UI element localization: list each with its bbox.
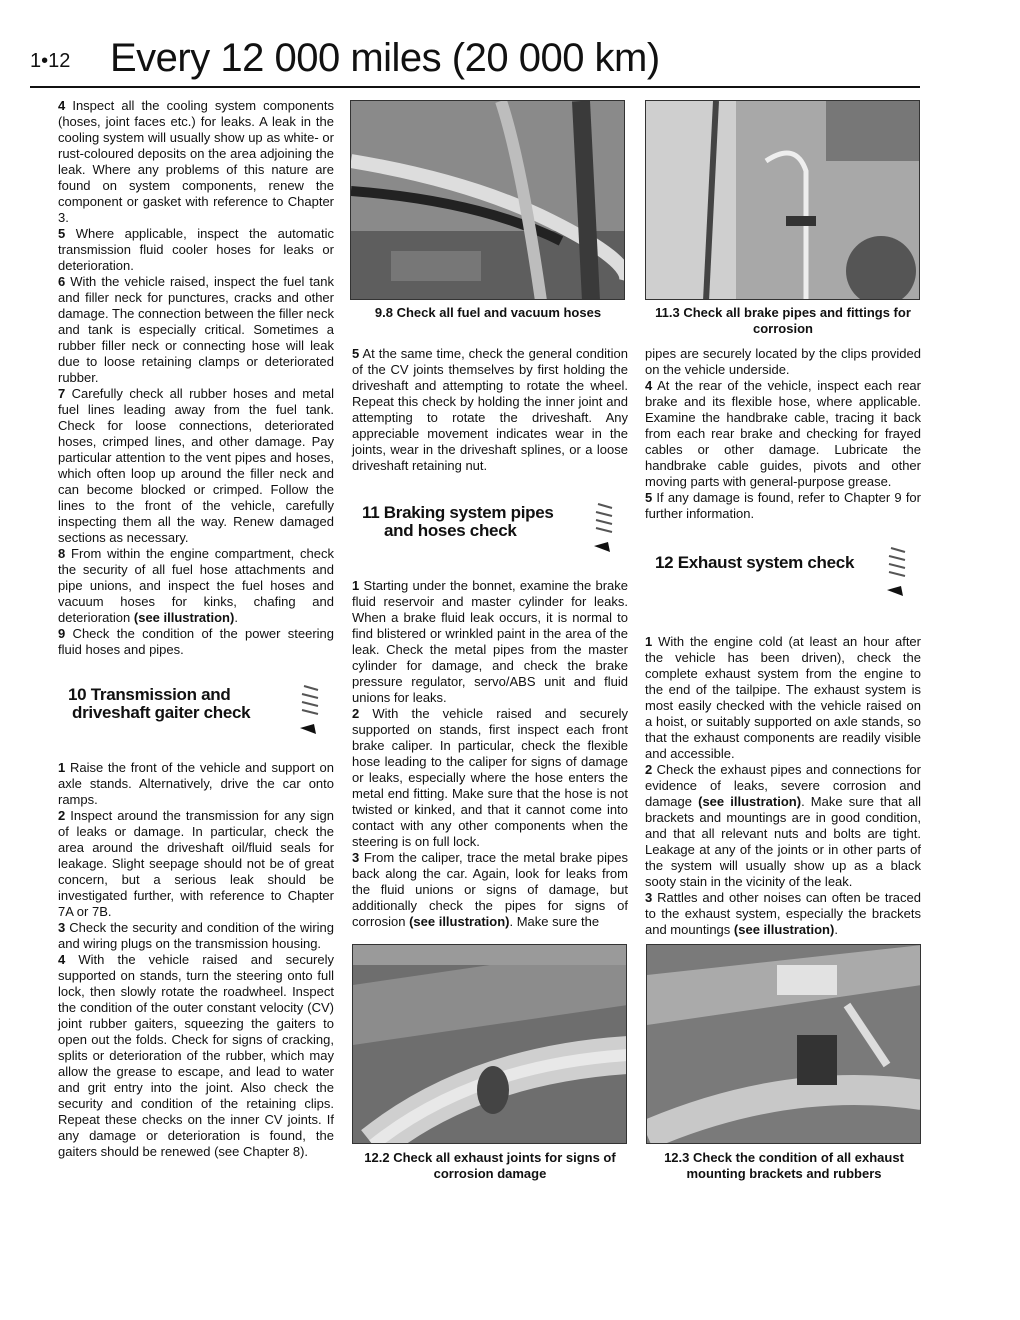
paragraph: 3 From the caliper, trace the metal brake pipes back along the car. Again, look for leaks from the fluid unions or signs of damage, but additionally check the pipes for signs of corrosion (see illustration). Make sure the: [352, 850, 628, 929]
photo-exhaust-joints: [352, 944, 627, 1144]
paragraph: 1 With the engine cold (at least an hour after the vehicle has been driven), check the complete exhaust system from the engine to the end of the tailpipe. The exhaust system is most easily checked with the vehicle raised on a hoist, or suitably supported on axle stands, so that the exhaust components are readily visible and accessible.: [645, 634, 921, 761]
caption-12-3: 12.3 Check the condition of all exhaust mounting brackets and rubbers: [664, 1150, 904, 1181]
difficulty-spanner-icon: [883, 542, 913, 600]
photo-illustration: [647, 945, 921, 1144]
paragraph: 7 Carefully check all rubber hoses and metal fuel lines leading away from the fuel tank. Check for loose connections, deteriorated hoses, crimped lines, and other damage. Pay particular attention to the vent pipes and hoses, which often loop up around the filler neck and can become blocked or crimped. Follow the lines to the front of the vehicle, carefully inspecting them all the way. Renew damaged sections as necessary.: [58, 386, 334, 545]
photo-illustration: [646, 101, 920, 300]
difficulty-spanner-icon: [590, 498, 620, 556]
caption-11-3: 11.3 Check all brake pipes and fittings for corrosion: [655, 305, 911, 336]
paragraph: 2 Inspect around the transmission for any sign of leaks or damage. In particular, check the area around the driveshaft oil/fluid seals for leakage. Slight seepage should not be of great concern, but a serious leak should be investigated further, with reference to Chapter 7A or 7B.: [58, 808, 334, 919]
photo-brake-pipes: [645, 100, 920, 300]
photo-exhaust-mountings: [646, 944, 921, 1144]
section-title: 11 Braking system pipes and hoses check: [362, 503, 554, 540]
paragraph: 5 If any damage is found, refer to Chapter 9 for further information.: [645, 490, 921, 521]
caption-9-8: 9.8 Check all fuel and vacuum hoses: [374, 305, 602, 320]
paragraph: 5 At the same time, check the general condition of the CV joints themselves by first holding the driveshaft and attempting to rotate the wheel. Repeat this check by holding the inner joint and attempting to rotate the driveshaft. Any appreciable movement indicates wear in the joints, wear in the driveshaft splines, or a loose driveshaft retaining nut.: [352, 346, 628, 473]
paragraph: 5 Where applicable, inspect the automatic transmission fluid cooler hoses for leaks or deterioration.: [58, 226, 334, 273]
section-heading-10: [58, 680, 334, 742]
paragraph: 9 Check the condition of the power steering fluid hoses and pipes.: [58, 626, 334, 657]
paragraph: 1 Starting under the bonnet, examine the brake fluid reservoir and master cylinder for leaks. When a brake fluid leak occurs, it is normal to find blistered or wrinkled paint in the area of the leak. Check the metal pipes from the master cylinder for damage, and check the brake pressure regulator, servo/ABS unit and fluid unions for leaks.: [352, 578, 628, 705]
paragraph: 2 With the vehicle raised and securely supported on stands, first inspect each front brake caliper. In particular, check the flexible hose leading to the caliper for signs of damage or leaks, especially where the hose enters the metal end fitting. Make sure that the hose is not twisted or kinked, and that it cannot come into contact with any other components when the steering is on full lock.: [352, 706, 628, 849]
column-middle: [352, 346, 628, 930]
photo-illustration: [351, 101, 625, 300]
paragraph: 4 At the rear of the vehicle, inspect each rear brake and its flexible hose, where applicable. Examine the handbrake cable, tracing it back from each rear brake and checking for frayed cables or other damage. Lubricate the handbrake cable guides, pivots and other moving parts with general-purpose grease.: [645, 378, 921, 489]
paragraph: 8 From within the engine compartment, check the security of all fuel hose attachments and pipe unions, and inspect the fuel hoses and vacuum hoses for kinks, chafing and deterioration (see illustration).: [58, 546, 334, 625]
section-title: 12 Exhaust system check: [655, 553, 855, 572]
section-title: 10 Transmission and driveshaft gaiter check: [68, 685, 251, 722]
page-number: 1•12: [30, 50, 71, 72]
page-title: Every 12 000 miles (20 000 km): [110, 36, 660, 80]
paragraph: 3 Check the security and condition of the wiring and wiring plugs on the transmission housing.: [58, 920, 334, 951]
paragraph: 4 Inspect all the cooling system components (hoses, joint faces etc.) for leaks. A leak in the cooling system will usually show up as white- or rust-coloured deposits on the area adjoining the leak. Where any problems of this nature are found on system components, renew the component or gasket with reference to Chapter 3.: [58, 98, 334, 225]
paragraph: 6 With the vehicle raised, inspect the fuel tank and filler neck for punctures, cracks and other damage. The connection between the filler neck and tank is especially critical. Sometimes a rubber filler neck or connecting hose will leak due to loose retaining clamps or deteriorated rubber.: [58, 274, 334, 385]
difficulty-spanner-icon: [296, 680, 326, 738]
paragraph: 3 Rattles and other noises can often be traced to the exhaust system, especially the brackets and mountings (see illustration).: [645, 890, 921, 937]
paragraph: pipes are securely located by the clips provided on the vehicle underside.: [645, 346, 921, 377]
paragraph: 1 Raise the front of the vehicle and support on axle stands. Alternatively, drive the car onto ramps.: [58, 760, 334, 807]
caption-12-2: 12.2 Check all exhaust joints for signs of corrosion damage: [364, 1150, 616, 1181]
page-header: [30, 36, 920, 84]
section-heading-12: [645, 542, 921, 604]
column-right: [645, 346, 921, 938]
column-left: [58, 98, 334, 1160]
section-heading-11: [352, 498, 628, 560]
header-rule: [30, 86, 920, 88]
paragraph: 2 Check the exhaust pipes and connections for evidence of leaks, severe corrosion and damage (see illustration). Make sure that all brackets and mountings are in good condition, and that all relevant nuts and bolts are tight. Leakage at any of the joints or in other parts of the system will usually show up as a black sooty stain in the vicinity of the leak.: [645, 762, 921, 889]
paragraph: 4 With the vehicle raised and securely supported on stands, turn the steering onto full lock, then slowly rotate the roadwheel. Inspect the condition of the outer constant velocity (CV) joint rubber gaiters, squeezing the gaiters to open out the folds. Check for signs of cracking, splits or deterioration of the rubber, which may allow the grease to escape, and lead to water and grit entry into the joint. Also check the security and condition of the retaining clips. Repeat these checks on the inner CV joints. If any damage or deterioration is found, the gaiters should be renewed (see Chapter 8).: [58, 952, 334, 1159]
photo-fuel-vacuum-hoses: [350, 100, 625, 300]
photo-illustration: [353, 945, 627, 1144]
